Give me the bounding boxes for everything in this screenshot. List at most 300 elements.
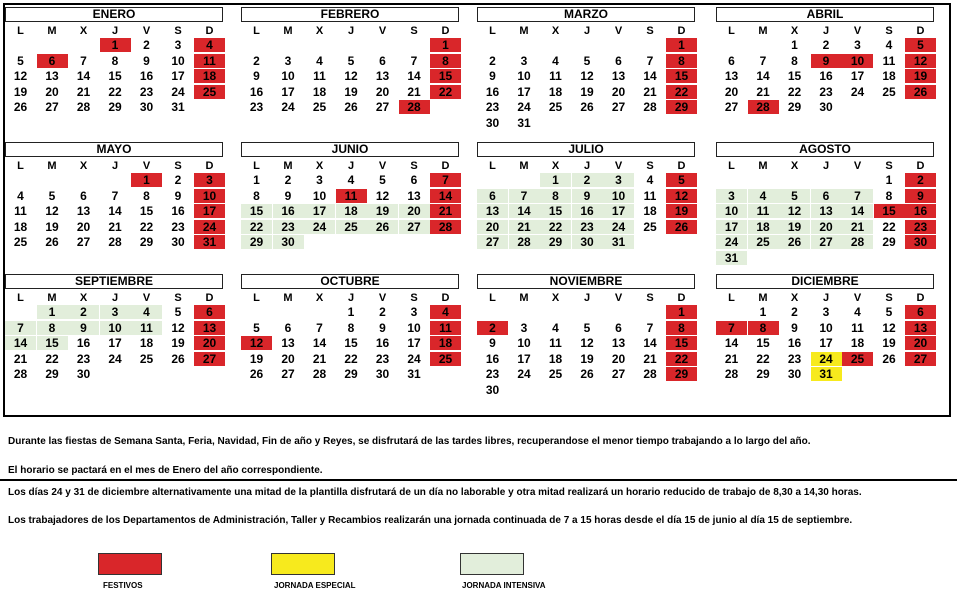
- weekday-header: X: [790, 292, 799, 304]
- day-cell: 1: [430, 38, 461, 52]
- day-cell: 12: [666, 189, 697, 203]
- day-cell: 10: [281, 69, 295, 83]
- weekday-header: L: [17, 25, 24, 37]
- month-title: SEPTIEMBRE: [5, 274, 223, 289]
- month-title: AGOSTO: [716, 142, 934, 157]
- day-cell: 3: [520, 53, 528, 68]
- weekday-header: L: [728, 292, 735, 304]
- day-cell: 9: [253, 69, 260, 83]
- month-octubre: [241, 274, 459, 394]
- month-junio: [241, 142, 459, 262]
- day-cell: 9: [572, 189, 603, 203]
- day-cell: 9: [143, 53, 150, 68]
- weekday-header: L: [17, 160, 24, 172]
- month-title: FEBRERO: [241, 7, 459, 22]
- day-cell: 14: [430, 189, 461, 203]
- day-cell: 13: [281, 336, 295, 350]
- day-cell: 1: [37, 305, 68, 319]
- month-noviembre: [477, 274, 695, 397]
- day-cell: 21: [312, 351, 327, 366]
- day-cell: 7: [430, 173, 461, 187]
- day-cell: 12: [905, 54, 936, 68]
- day-cell: 10: [517, 69, 531, 83]
- day-cell: 14: [643, 69, 657, 83]
- day-cell: 13: [194, 321, 225, 335]
- day-cell: 24: [194, 220, 225, 234]
- day-cell: 2: [284, 173, 292, 187]
- day-cell: 30: [572, 235, 603, 249]
- day-cell: 4: [552, 320, 559, 335]
- day-cell: 21: [756, 84, 770, 99]
- weekday-header: L: [728, 25, 735, 37]
- month-title: JUNIO: [241, 142, 459, 157]
- month-marzo: [477, 7, 695, 130]
- day-cell: 5: [253, 320, 260, 335]
- day-cell: 27: [45, 100, 59, 114]
- month-title: DICIEMBRE: [716, 274, 934, 289]
- day-cell: 15: [874, 204, 905, 218]
- day-cell: 31: [171, 100, 185, 114]
- weekday-header: L: [489, 292, 496, 304]
- day-cell: 1: [131, 173, 162, 187]
- day-cell: 18: [850, 336, 865, 350]
- day-cell: 6: [194, 305, 225, 319]
- day-cell: 10: [517, 336, 531, 350]
- day-cell: 8: [666, 321, 697, 335]
- weekday-header: J: [583, 25, 591, 37]
- day-cell: 17: [603, 204, 634, 218]
- day-cell: 13: [375, 69, 390, 83]
- weekday-header: M: [758, 160, 768, 172]
- weekday-header: V: [142, 292, 151, 304]
- day-cell: 15: [430, 69, 461, 83]
- day-cell: 16: [273, 204, 304, 218]
- day-cell: 2: [253, 53, 260, 68]
- day-cell: 12: [580, 336, 594, 350]
- day-cell: 12: [171, 320, 185, 335]
- day-cell: 30: [171, 235, 185, 249]
- day-cell: 29: [540, 235, 571, 249]
- day-cell: 17: [304, 204, 335, 218]
- day-cell: 19: [171, 336, 185, 350]
- weekday-header: J: [111, 25, 119, 37]
- weekday-header: J: [822, 25, 830, 37]
- day-cell: 6: [477, 189, 508, 203]
- day-cell: 18: [312, 84, 327, 99]
- day-cell: 24: [716, 235, 747, 249]
- day-cell: 17: [517, 351, 531, 366]
- day-cell: 16: [76, 336, 91, 350]
- day-cell: 22: [666, 85, 697, 99]
- day-cell: 30: [375, 367, 390, 381]
- weekday-header: V: [378, 292, 387, 304]
- day-cell: 30: [76, 367, 91, 381]
- day-cell: 27: [194, 352, 225, 366]
- day-cell: 28: [108, 235, 122, 249]
- note-horario-pactado: El horario se pactará en el mes de Enero del año correspondiente.: [8, 465, 323, 476]
- day-cell: 8: [791, 53, 798, 68]
- note-jornada-continuada: Los trabajadores de los Departamentos de Administración, Taller y Recambios realizarán una jornada continuada de 7 a 15 horas desde el día 15 de junio al día 15 de septiembre.: [8, 515, 853, 526]
- day-cell: 26: [13, 100, 28, 114]
- day-cell: 17: [171, 69, 185, 83]
- day-cell: 25: [336, 220, 367, 234]
- month-title: ABRIL: [716, 7, 934, 22]
- weekday-header: J: [111, 160, 119, 172]
- weekday-header: D: [916, 25, 925, 37]
- day-cell: 25: [139, 351, 154, 366]
- day-cell: 14: [5, 336, 36, 350]
- legend-festivos-label: FESTIVOS: [103, 581, 143, 590]
- weekday-header: S: [646, 25, 654, 37]
- day-cell: 18: [548, 351, 563, 366]
- day-cell: 1: [347, 305, 355, 319]
- day-cell: 14: [108, 204, 122, 218]
- day-cell: 30: [819, 100, 833, 114]
- day-cell: 23: [819, 84, 833, 99]
- weekday-header: M: [519, 25, 529, 37]
- day-cell: 16: [171, 204, 185, 218]
- weekday-header: L: [17, 292, 24, 304]
- day-cell: 6: [37, 54, 68, 68]
- day-cell: 24: [171, 84, 185, 99]
- day-cell: 2: [572, 173, 603, 187]
- day-cell: 26: [580, 367, 594, 381]
- day-cell: 24: [603, 220, 634, 234]
- day-cell: 25: [643, 219, 657, 234]
- day-cell: 4: [194, 38, 225, 52]
- weekday-header: X: [79, 160, 88, 172]
- day-cell: 7: [5, 321, 36, 335]
- day-cell: 18: [139, 336, 154, 350]
- day-cell: 6: [284, 320, 292, 335]
- day-cell: 5: [17, 53, 24, 68]
- weekday-header: X: [315, 292, 324, 304]
- day-cell: 21: [76, 84, 91, 99]
- day-cell: 29: [666, 367, 697, 381]
- legend-especial-swatch: [271, 553, 335, 575]
- day-cell: 18: [643, 204, 657, 218]
- day-cell: 10: [716, 204, 747, 218]
- day-cell: 5: [905, 38, 936, 52]
- day-cell: 25: [13, 235, 28, 249]
- day-cell: 16: [485, 351, 500, 366]
- day-cell: 16: [249, 84, 264, 99]
- day-cell: 25: [194, 85, 225, 99]
- day-cell: 27: [905, 352, 936, 366]
- day-cell: 24: [811, 352, 842, 366]
- month-agosto: [716, 142, 934, 265]
- day-cell: 22: [666, 352, 697, 366]
- day-cell: 19: [882, 336, 896, 350]
- month-enero: [5, 7, 223, 127]
- month-title: MAYO: [5, 142, 223, 157]
- day-cell: 14: [76, 69, 91, 83]
- day-cell: 24: [108, 351, 122, 366]
- day-cell: 14: [643, 336, 657, 350]
- day-cell: 31: [517, 115, 531, 130]
- day-cell: 28: [399, 100, 430, 114]
- day-cell: 2: [791, 305, 798, 319]
- day-cell: 17: [194, 204, 225, 218]
- day-cell: 23: [76, 351, 91, 366]
- day-cell: 13: [45, 69, 59, 83]
- day-cell: 2: [68, 305, 99, 319]
- day-cell: 18: [430, 336, 461, 350]
- weekday-header: V: [853, 292, 862, 304]
- day-cell: 7: [646, 320, 654, 335]
- day-cell: 8: [347, 320, 355, 335]
- day-cell: 28: [842, 235, 873, 249]
- weekday-header: V: [614, 160, 623, 172]
- day-cell: 29: [882, 235, 896, 249]
- day-cell: 15: [344, 336, 358, 350]
- day-cell: 30: [485, 115, 500, 130]
- day-cell: 11: [194, 54, 225, 68]
- day-cell: 13: [76, 204, 91, 218]
- day-cell: 29: [139, 235, 154, 249]
- day-cell: 22: [430, 85, 461, 99]
- day-cell: 1: [666, 38, 697, 52]
- day-cell: 16: [819, 69, 833, 83]
- day-cell: 30: [905, 235, 936, 249]
- day-cell: 13: [407, 188, 421, 203]
- day-cell: 13: [811, 204, 842, 218]
- day-cell: 28: [509, 235, 540, 249]
- day-cell: 14: [842, 204, 873, 218]
- day-cell: 8: [666, 54, 697, 68]
- day-cell: 3: [603, 173, 634, 187]
- day-cell: 6: [615, 53, 622, 68]
- day-cell: 9: [905, 189, 936, 203]
- day-cell: 30: [273, 235, 304, 249]
- day-cell: 21: [724, 351, 739, 366]
- day-cell: 15: [241, 204, 272, 218]
- weekday-header: J: [347, 25, 355, 37]
- day-cell: 19: [905, 69, 936, 83]
- day-cell: 24: [517, 100, 531, 114]
- day-cell: 1: [666, 305, 697, 319]
- day-cell: 22: [45, 351, 59, 366]
- day-cell: 31: [194, 235, 225, 249]
- day-cell: 14: [756, 69, 770, 83]
- month-septiembre: [5, 274, 223, 394]
- day-cell: 28: [76, 100, 91, 114]
- day-cell: 13: [905, 321, 936, 335]
- weekday-header: J: [347, 292, 355, 304]
- weekday-header: V: [853, 160, 862, 172]
- day-cell: 21: [643, 84, 657, 99]
- day-cell: 27: [811, 235, 842, 249]
- weekday-header: V: [378, 25, 387, 37]
- day-cell: 2: [379, 305, 386, 319]
- day-cell: 27: [724, 100, 739, 114]
- weekday-header: V: [142, 25, 151, 37]
- weekday-header: X: [551, 25, 560, 37]
- weekday-header: X: [551, 160, 560, 172]
- day-cell: 16: [375, 336, 390, 350]
- day-cell: 10: [819, 320, 833, 335]
- weekday-header: M: [758, 25, 768, 37]
- month-mayo: [5, 142, 223, 262]
- day-cell: 9: [489, 336, 496, 350]
- day-cell: 4: [430, 305, 461, 319]
- day-cell: 22: [108, 84, 122, 99]
- day-cell: 14: [312, 336, 327, 350]
- day-cell: 7: [842, 189, 873, 203]
- day-cell: 21: [842, 220, 873, 234]
- day-cell: 1: [100, 38, 131, 52]
- weekday-header: L: [253, 160, 260, 172]
- day-cell: 8: [143, 188, 150, 203]
- day-cell: 12: [882, 320, 896, 335]
- month-title: ENERO: [5, 7, 223, 22]
- weekday-header: V: [853, 25, 862, 37]
- day-cell: 12: [580, 69, 594, 83]
- month-julio: [477, 142, 695, 262]
- day-cell: 31: [716, 251, 747, 265]
- day-cell: 17: [716, 220, 747, 234]
- day-cell: 11: [14, 204, 27, 218]
- day-cell: 8: [37, 321, 68, 335]
- day-cell: 15: [787, 69, 802, 83]
- day-cell: 4: [316, 53, 323, 68]
- day-cell: 11: [313, 69, 326, 83]
- weekday-header: S: [885, 292, 893, 304]
- day-cell: 26: [344, 100, 358, 114]
- day-cell: 5: [583, 53, 591, 68]
- day-cell: 3: [410, 305, 418, 319]
- day-cell: 1: [253, 173, 260, 187]
- day-cell: 26: [367, 220, 398, 234]
- day-cell: 10: [842, 54, 873, 68]
- weekday-header: M: [47, 25, 57, 37]
- day-cell: 22: [882, 219, 896, 234]
- day-cell: 4: [131, 305, 162, 319]
- day-cell: 3: [194, 173, 225, 187]
- weekday-header: L: [489, 160, 496, 172]
- day-cell: 29: [787, 100, 802, 114]
- day-cell: 27: [477, 235, 508, 249]
- day-cell: 6: [811, 189, 842, 203]
- day-cell: 23: [273, 220, 304, 234]
- day-cell: 24: [281, 100, 295, 114]
- day-cell: 9: [811, 54, 842, 68]
- weekday-header: L: [253, 25, 260, 37]
- day-cell: 25: [842, 352, 873, 366]
- day-cell: 28: [13, 367, 28, 381]
- day-cell: 18: [336, 204, 367, 218]
- month-abril: [716, 7, 934, 127]
- day-cell: 10: [312, 188, 327, 203]
- day-cell: 12: [241, 336, 272, 350]
- day-cell: 31: [811, 367, 842, 381]
- day-cell: 17: [281, 84, 295, 99]
- weekday-header: M: [283, 25, 293, 37]
- day-cell: 6: [80, 188, 87, 203]
- day-cell: 8: [748, 321, 779, 335]
- separator-line: [0, 479, 957, 481]
- day-cell: 25: [548, 367, 563, 381]
- legend-intensiva-label: JORNADA INTENSIVA: [462, 581, 546, 590]
- day-cell: 29: [666, 100, 697, 114]
- day-cell: 23: [139, 84, 154, 99]
- day-cell: 25: [312, 100, 327, 114]
- month-febrero: [241, 7, 459, 127]
- weekday-header: D: [205, 25, 214, 37]
- day-cell: 20: [905, 336, 936, 350]
- day-cell: 29: [241, 235, 272, 249]
- day-cell: 15: [139, 204, 154, 218]
- day-cell: 1: [540, 173, 571, 187]
- weekday-header: J: [583, 292, 591, 304]
- weekday-header: S: [174, 25, 182, 37]
- day-cell: 11: [851, 320, 864, 335]
- day-cell: 5: [48, 188, 56, 203]
- day-cell: 2: [477, 321, 508, 335]
- day-cell: 22: [540, 220, 571, 234]
- note-tardes-libres: Durante las fiestas de Semana Santa, Feria, Navidad, Fin de año y Reyes, se disfrutará de las tardes libres, recuperandose el menor tiempo trabajando a lo largo del año.: [8, 436, 811, 447]
- day-cell: 5: [779, 189, 810, 203]
- month-title: OCTUBRE: [241, 274, 459, 289]
- day-cell: 1: [791, 38, 798, 52]
- day-cell: 27: [611, 100, 626, 114]
- day-cell: 12: [45, 204, 59, 218]
- month-diciembre: [716, 274, 934, 394]
- month-title: MARZO: [477, 7, 695, 22]
- day-cell: 14: [407, 69, 421, 83]
- day-cell: 27: [611, 367, 626, 381]
- day-cell: 23: [905, 220, 936, 234]
- day-cell: 13: [477, 204, 508, 218]
- day-cell: 8: [885, 188, 893, 203]
- day-cell: 19: [249, 351, 264, 366]
- weekday-header: X: [315, 160, 324, 172]
- weekday-header: M: [283, 160, 293, 172]
- day-cell: 7: [316, 320, 323, 335]
- weekday-header: L: [489, 25, 496, 37]
- weekday-header: S: [885, 25, 893, 37]
- day-cell: 26: [249, 367, 264, 381]
- day-cell: 22: [241, 220, 272, 234]
- day-cell: 23: [485, 367, 500, 381]
- day-cell: 11: [549, 336, 562, 350]
- weekday-header: D: [205, 292, 214, 304]
- day-cell: 15: [37, 336, 68, 350]
- weekday-header: L: [728, 160, 735, 172]
- day-cell: 28: [430, 220, 461, 234]
- day-cell: 18: [194, 69, 225, 83]
- weekday-header: S: [174, 292, 182, 304]
- month-title: JULIO: [477, 142, 695, 157]
- day-cell: 11: [430, 321, 461, 335]
- day-cell: 22: [344, 351, 358, 366]
- weekday-header: X: [790, 25, 799, 37]
- day-cell: 4: [552, 53, 559, 68]
- day-cell: 10: [194, 189, 225, 203]
- day-cell: 19: [779, 220, 810, 234]
- weekday-header: D: [677, 292, 686, 304]
- day-cell: 28: [724, 367, 739, 381]
- day-cell: 17: [819, 336, 833, 350]
- day-cell: 28: [748, 100, 779, 114]
- day-cell: 26: [171, 351, 185, 366]
- day-cell: 17: [517, 84, 531, 99]
- day-cell: 27: [281, 367, 295, 381]
- weekday-header: S: [410, 292, 418, 304]
- day-cell: 11: [643, 188, 657, 203]
- weekday-header: V: [614, 292, 623, 304]
- day-cell: 24: [850, 84, 865, 99]
